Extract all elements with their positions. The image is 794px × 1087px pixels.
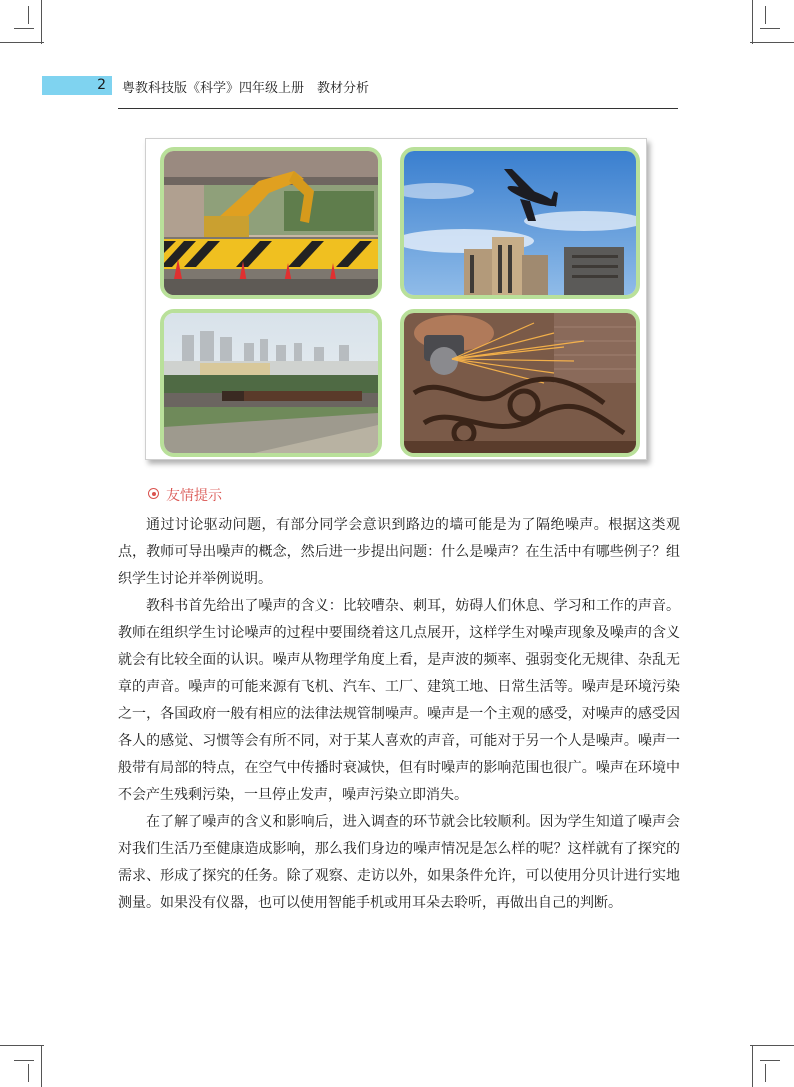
photo-airplane — [400, 147, 640, 299]
paragraph: 教科书首先给出了噪声的含义：比较嘈杂、刺耳，妨碍人们休息、学习和工作的声音。教师在组织学生讨论噪声的过程中要围绕着这几点展开，这样学生对噪声现象及噪声的含义就会有比较全面的认识。噪声从物理学角度上看，是声波的频率、强弱变化无规律、杂乱无章的声音。噪声的可能来源有飞机、汽车、工厂、建筑工地、日常生活等。噪声是环境污染之一，各国政府一般有相应的法律法规管制噪声。噪声是一个主观的感受，对噪声的感受因各人的感觉、习惯等会有所不同，对于某人喜欢的声音，可能对于另一个人是噪声。噪声一般带有局部的特点，在空气中传播时衰减快，但有时噪声的影响范围也很广。噪声在环境中不会产生残剩污染，一旦停止发声，噪声污染立即消失。 — [118, 598, 680, 803]
crop-mark — [41, 0, 42, 44]
crop-mark — [28, 6, 29, 24]
paragraph: 通过讨论驱动问题，有部分同学会意识到路边的墙可能是为了隔绝噪声。根据这类观点，教师可导出噪声的概念，然后进一步提出问题：什么是噪声？在生活中有哪些例子？组织学生讨论并举例说明。 — [118, 517, 680, 587]
crop-mark — [765, 6, 766, 24]
crop-mark — [760, 1060, 780, 1061]
running-header — [42, 76, 678, 95]
header-title: 粤教科技版《科学》四年级上册 教材分析 — [122, 81, 370, 96]
photo-train-city — [160, 309, 382, 457]
crop-mark — [750, 1045, 794, 1046]
tip-heading — [148, 485, 222, 505]
bullet-circle-icon — [148, 488, 159, 499]
crop-mark — [0, 42, 44, 43]
tip-title: 友情提示 — [166, 488, 222, 504]
paragraph: 在了解了噪声的含义和影响后，进入调查的环节就会比较顺利。因为学生知道了噪声会对我们生活乃至健康造成影响，那么我们身边的噪声情况是怎么样的呢？这样就有了探究的需求、形成了探究的任务。除了观察、走访以外，如果条件允许，可以使用分贝计进行实地测量。如果没有仪器，也可以使用智能手机或用耳朵去聆听，再做出自己的判断。 — [118, 814, 680, 911]
crop-mark — [760, 28, 780, 29]
crop-mark — [0, 1045, 44, 1046]
crop-mark — [765, 1064, 766, 1082]
crop-mark — [752, 0, 753, 44]
crop-mark — [28, 1064, 29, 1082]
page-number: 2 — [97, 77, 106, 93]
crop-mark — [41, 1045, 42, 1087]
crop-mark — [750, 42, 794, 43]
photo-construction-site — [160, 147, 382, 299]
crop-mark — [14, 1060, 34, 1061]
photo-grinder-sparks — [400, 309, 640, 457]
body-text — [118, 512, 680, 917]
crop-mark — [14, 28, 34, 29]
header-rule — [118, 108, 678, 109]
photo-figure — [145, 138, 647, 460]
crop-mark — [752, 1045, 753, 1087]
page-number-tab — [42, 76, 112, 95]
